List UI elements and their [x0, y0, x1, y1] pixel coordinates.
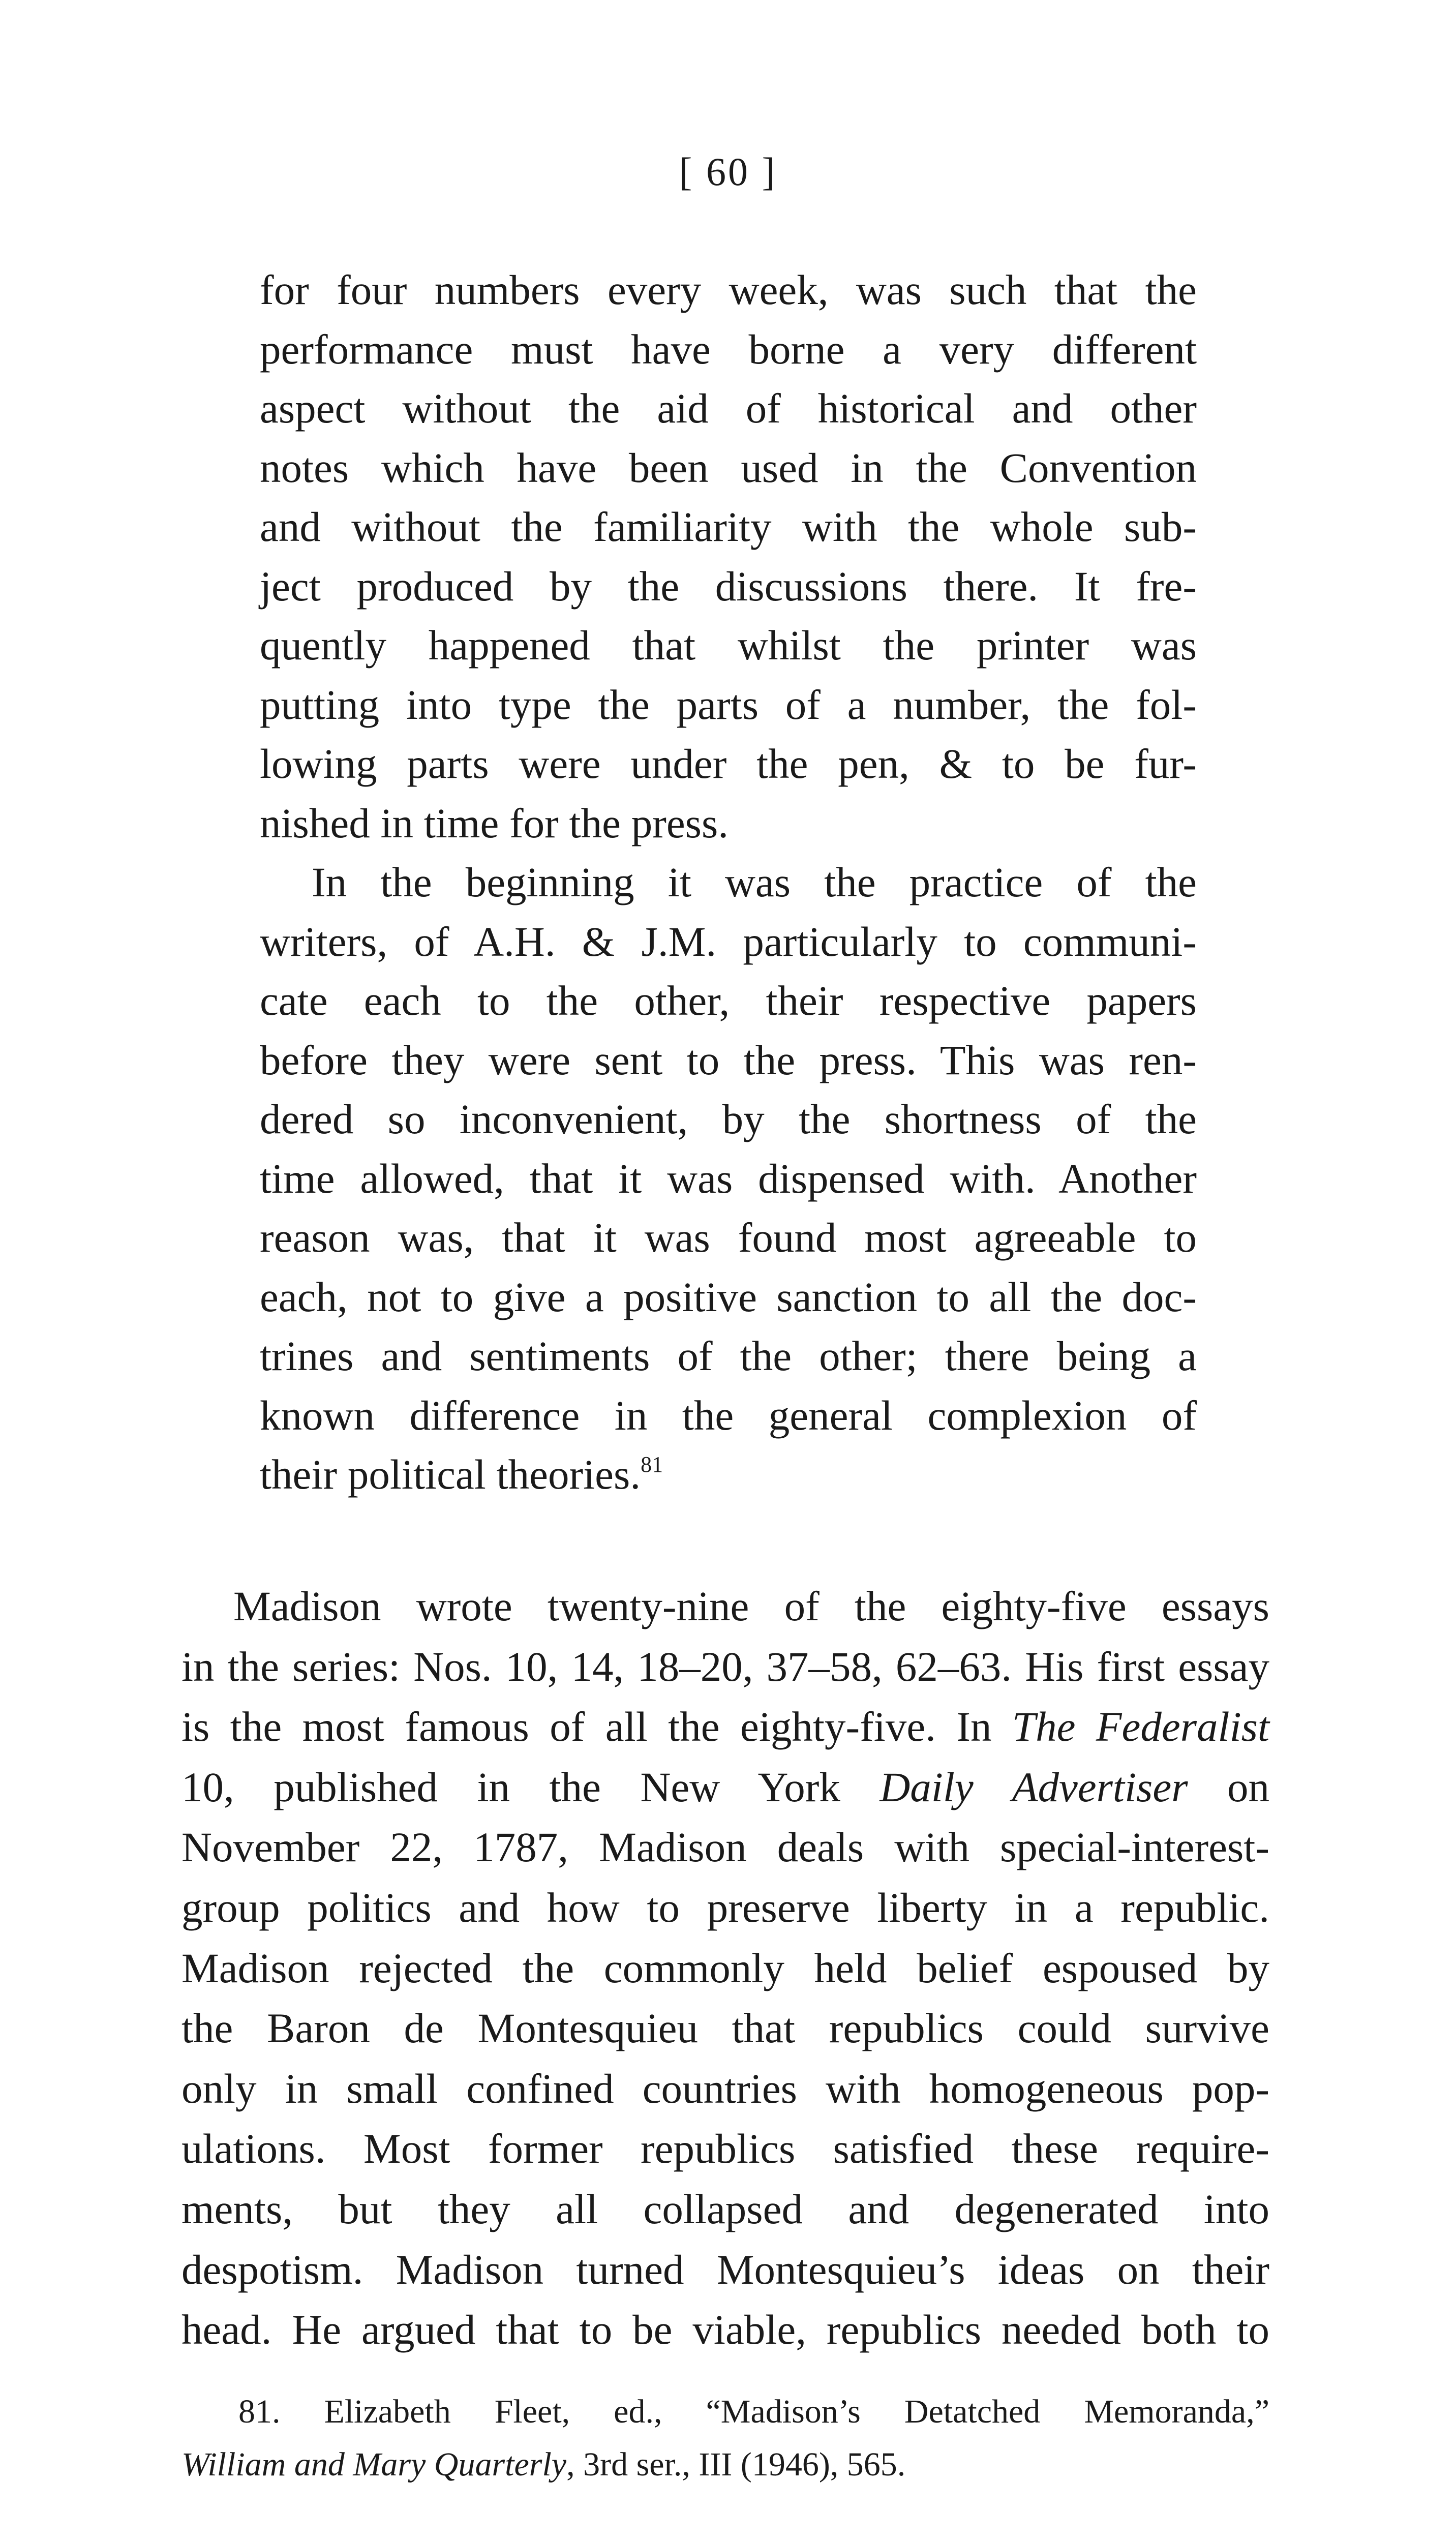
text-line: reason was, that it was found most agreeable to — [260, 1214, 1197, 1261]
text-line — [181, 1697, 1269, 1757]
text-line: aspect without the aid of historical and other — [260, 385, 1197, 432]
quote-paragraph-1 — [260, 260, 1197, 853]
text-line: the Baron de Montesquieu that republics could survive — [181, 2005, 1269, 2052]
block-quote — [260, 260, 1197, 1504]
text-line: head. He argued that to be viable, republics needed both to — [181, 2306, 1269, 2353]
text-line: ments, but they all collapsed and degenerated into — [181, 2185, 1269, 2232]
text-line: ject produced by the discussions there. It fre- — [260, 562, 1197, 610]
journal-title: William and Mary Quarterly — [181, 2446, 567, 2483]
text-line: and without the familiarity with the whole sub- — [260, 503, 1197, 550]
text-line: writers, of A.H. & J.M. particularly to communi- — [260, 918, 1197, 965]
text-line: performance must have borne a very different — [260, 325, 1197, 373]
text-line: for four numbers every week, was such that the — [260, 266, 1197, 313]
footnote-reference: 81 — [641, 1452, 663, 1477]
text-line: only in small confined countries with homogeneous pop- — [181, 2065, 1269, 2112]
text-line: each, not to give a positive sanction to all the doc- — [260, 1273, 1197, 1320]
text-line: lowing parts were under the pen, & to be fur- — [260, 740, 1197, 787]
text-fragment: , 3rd ser., III (1946), 565. — [566, 2446, 906, 2483]
text-line: In the beginning it was the practice of the — [312, 859, 1197, 905]
text-line: quently happened that whilst the printer was — [260, 622, 1197, 669]
quote-paragraph-2 — [260, 853, 1197, 1504]
text-line: nished in time for the press. — [260, 799, 729, 846]
text-line — [181, 1757, 1269, 1818]
text-line: putting into type the parts of a number, the fol- — [260, 681, 1197, 728]
text-line: ulations. Most former republics satisfied these require- — [181, 2125, 1269, 2172]
newspaper-title: Daily Advertiser — [879, 1763, 1188, 1810]
text-line: time allowed, that it was dispensed with. Another — [260, 1155, 1197, 1202]
book-title: The Federalist — [1012, 1703, 1269, 1750]
footnote-line — [181, 2438, 1269, 2491]
text-fragment: is the most famous of all the eighty-five. In — [181, 1703, 1012, 1750]
text-line: notes which have been used in the Convention — [260, 444, 1197, 491]
body-paragraph — [181, 1576, 1269, 2360]
text-line-with-footnote — [260, 1445, 1197, 1504]
text-line: known difference in the general complexion of — [260, 1391, 1197, 1439]
text-fragment: their political theories. — [260, 1451, 641, 1498]
text-line: group politics and how to preserve liberty in a republic. — [181, 1884, 1269, 1931]
text-line: despotism. Madison turned Montesquieu’s ideas on their — [181, 2246, 1269, 2293]
footnote — [181, 2385, 1269, 2491]
text-line: Madison wrote twenty-nine of the eighty-five essays — [233, 1583, 1269, 1629]
text-fragment: on — [1188, 1763, 1269, 1810]
text-fragment: 10, published in the New York — [181, 1763, 880, 1810]
text-line: dered so inconvenient, by the shortness of the — [260, 1096, 1197, 1142]
text-line: before they were sent to the press. This was ren- — [260, 1036, 1197, 1083]
footnote-line: 81. Elizabeth Fleet, ed., “Madison’s Detatched Memoranda,” — [238, 2393, 1269, 2430]
page-number: [ 60 ] — [679, 149, 777, 194]
text-line: trines and sentiments of the other; there being a — [260, 1333, 1197, 1379]
text-line: in the series: Nos. 10, 14, 18–20, 37–58, 62–63. His first essay — [181, 1643, 1269, 1690]
text-line: cate each to the other, their respective papers — [260, 977, 1197, 1024]
text-line: November 22, 1787, Madison deals with special-interest- — [181, 1824, 1269, 1871]
text-line: Madison rejected the commonly held belief espoused by — [181, 1944, 1269, 1991]
